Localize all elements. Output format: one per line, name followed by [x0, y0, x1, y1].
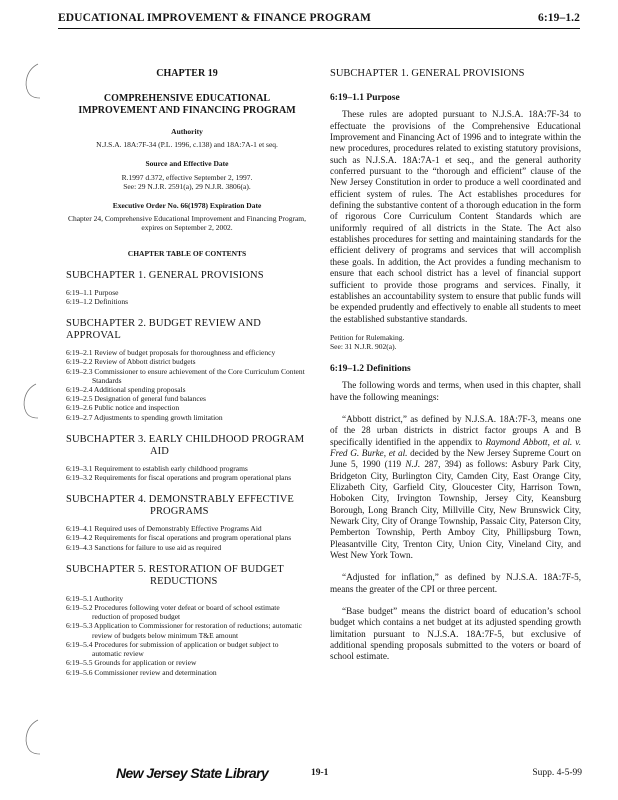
toc-subchapter-2: [66, 318, 308, 422]
toc-item[interactable]: 6:19–2.5 Designation of general fund balances: [66, 394, 206, 404]
library-logo: New Jersey State Library: [116, 765, 269, 781]
definition-base-budget: “Base budget” means the district board of education’s school budget which contains a net budget at its adjusted spending growth limitation pursuant to N.J.S.A. 18A:7F-5, but exclusive of additional spending proposals submitted to the voters or board of school estimate.: [330, 606, 581, 662]
toc-item[interactable]: 6:19–4.2 Requirements for fiscal operations and program operational plans: [66, 533, 292, 543]
toc-item[interactable]: 6:19–4.1 Required uses of Demonstrably Effective Programs Aid: [66, 524, 262, 534]
toc-item[interactable]: 6:19–4.3 Sanctions for failure to use aid as required: [66, 542, 222, 552]
toc-item[interactable]: 6:19–2.7 Adjustments to spending growth limitation: [66, 412, 223, 422]
toc-item[interactable]: 6:19–2.3 Commissioner to ensure achievement of the Core Curriculum Content Standards: [66, 366, 305, 385]
source-label: Source and Effective Date: [145, 159, 229, 169]
source-text-2: See: 29 N.J.R. 2591(a), 29 N.J.R. 3806(a).: [123, 181, 251, 191]
right-column: [330, 68, 581, 663]
exec-order-text: Chapter 24, Comprehensive Educational Improvement and Financing Program, expires on September 2, 2002.: [67, 214, 307, 233]
binder-hole-mark-bottom: [20, 718, 42, 758]
header-section: 6:19–1.2: [537, 12, 580, 24]
toc-item[interactable]: 6:19–1.1 Purpose: [66, 287, 119, 297]
page-number: 19-1: [311, 768, 329, 778]
case-name: Raymond Abbott, et al. v. Fred G. Burke, et al.: [330, 436, 581, 458]
toc-subchapter-4: [66, 494, 308, 552]
definition-text: “Abbott district,” as defined by N.J.S.A. 18A:7F-3, means one of the 28 urban districts in district factor groups A and B specifically identified in the appendix to: [330, 413, 581, 447]
authority-text: N.J.S.A. 18A:7F-34 (P.L. 1996, c.138) and 18A:7A-1 et seq.: [96, 140, 278, 150]
toc-subchapter-5: [66, 564, 308, 677]
definition-text: decided by the New Jersey Supreme Court on June 5, 1990 (119: [330, 447, 581, 470]
toc-item[interactable]: 6:19–2.1 Review of budget proposals for thoroughness and efficiency: [66, 348, 276, 358]
toc-item[interactable]: 6:19–5.3 Application to Commissioner for restoration of reductions; automatic review of budgets below minimum T&E amount: [66, 621, 303, 640]
toc-label: CHAPTER TABLE OF CONTENTS: [127, 248, 247, 258]
left-column: [66, 68, 308, 677]
section-heading-definitions: 6:19–1.2 Definitions: [330, 363, 411, 374]
supplement-date: Supp. 4-5-99: [532, 768, 582, 778]
toc-item[interactable]: 6:19–2.4 Additional spending proposals: [66, 385, 186, 395]
toc-item[interactable]: 6:19–2.6 Public notice and inspection: [66, 403, 180, 413]
reporter-abbrev: N.J.: [405, 459, 421, 470]
petition-line-1: Petition for Rulemaking.: [330, 332, 405, 342]
subchapter-heading: SUBCHAPTER 1. GENERAL PROVISIONS: [330, 68, 525, 79]
definition-abbott-district: [330, 414, 581, 561]
chapter-number: CHAPTER 19: [156, 68, 218, 79]
header-title: EDUCATIONAL IMPROVEMENT & FINANCE PROGRAM: [58, 12, 371, 24]
toc-item[interactable]: 6:19–3.1 Requirement to establish early childhood programs: [66, 463, 248, 473]
section-heading-purpose: 6:19–1.1 Purpose: [330, 93, 400, 103]
authority-label: Authority: [171, 127, 203, 136]
toc-item[interactable]: 6:19–1.2 Definitions: [66, 297, 129, 307]
toc-subchapter-3: [66, 434, 308, 482]
toc-item[interactable]: 6:19–5.5 Grounds for application or review: [66, 658, 197, 668]
toc-item[interactable]: 6:19–5.2 Procedures following voter defeat or board of school estimate reduction of proposed budget: [66, 603, 280, 622]
petition-line-2: See: 31 N.J.R. 902(a).: [330, 341, 397, 351]
toc-item[interactable]: 6:19–5.4 Procedures for submission of application or budget subject to automatic review: [66, 639, 279, 659]
toc-subchapter-title: SUBCHAPTER 2. BUDGET REVIEW AND APPROVAL: [66, 318, 261, 342]
definition-text: 287, 394) as follows: Asbury Park City, Bridgeton City, Burlington City, Camden City, East Orange City, Elizabeth City, Garfield City, Gloucester City, Harrison Town, Hoboken City, Irvington Township, Jersey City, Keansburg Borough, Long Branch City, Millville City, New Brunswick City, Newark City, City of Orange Township, Passaic City, Paterson City, Pemberton Township, Perth Amboy City, Phillipsburg Town, Pleasantville City, Trenton City, Union City, Vineland City, and West New York Town.: [330, 459, 581, 561]
toc-subchapter-title: SUBCHAPTER 4. DEMONSTRABLY EFFECTIVE PROGRAMS: [66, 494, 294, 518]
binder-hole-mark-middle: [18, 382, 40, 422]
chapter-title: COMPREHENSIVE EDUCATIONAL IMPROVEMENT AND FINANCING PROGRAM: [78, 93, 296, 116]
running-header: [58, 12, 580, 29]
toc-subchapter-title: SUBCHAPTER 1. GENERAL PROVISIONS: [66, 269, 264, 281]
definitions-intro: The following words and terms, when used in this chapter, shall have the following meanings:: [330, 380, 581, 402]
toc-subchapter-1: [66, 270, 308, 306]
toc-item[interactable]: 6:19–3.2 Requirements for fiscal operations and program operational plans: [66, 473, 292, 483]
toc-item[interactable]: 6:19–5.6 Commissioner review and determination: [66, 667, 217, 677]
definition-adjusted-for-inflation: “Adjusted for inflation,” as defined by N.J.S.A. 18A:7F-5, means the greater of the CPI or three percent.: [330, 572, 581, 594]
toc-subchapter-title: SUBCHAPTER 3. EARLY CHILDHOOD PROGRAM AID: [66, 433, 305, 457]
binder-hole-mark-top: [20, 62, 42, 102]
exec-order-label: Executive Order No. 66(1978) Expiration Date: [112, 201, 262, 211]
toc-subchapter-title: SUBCHAPTER 5. RESTORATION OF BUDGET REDUCTIONS: [66, 563, 284, 587]
source-text-1: R.1997 d.372, effective September 2, 1997.: [121, 172, 253, 182]
purpose-text: These rules are adopted pursuant to N.J.S.A. 18A:7F-34 to effectuate the provisions of the Comprehensive Educational Improvement and Financing Act of 1996 and to integrate within the new procedures, procedures related to existing statutory provisions, such as N.J.S.A. 18A:7A-1 et seq., and the general authority conferred pursuant to the “thorough and efficient” clause of the New Jersey Constitution in order to produce a well coordinated and efficient system of rules. The Act establishes procedures for defining the substantive content of a thorough education in the form of rigorous Core Curriculum Content Standards which are uniformly required of all districts in the State. The Act also establishes procedures for setting and maintaining standards for the efficient delivery of programs and services that will accomplish these goals. In addition, the Act provides a funding mechanism to ensure that each school district has a level of financial support sufficient to provide those programs and services. Finally, it establishes an accountability system to ensure that public funds will be expended prudently and effectively to enable all students to meet the established substantive standards.: [330, 109, 581, 324]
toc-item[interactable]: 6:19–2.2 Review of Abbott district budgets: [66, 357, 196, 367]
toc-item[interactable]: 6:19–5.1 Authority: [66, 593, 124, 603]
page-footer: [116, 765, 582, 784]
